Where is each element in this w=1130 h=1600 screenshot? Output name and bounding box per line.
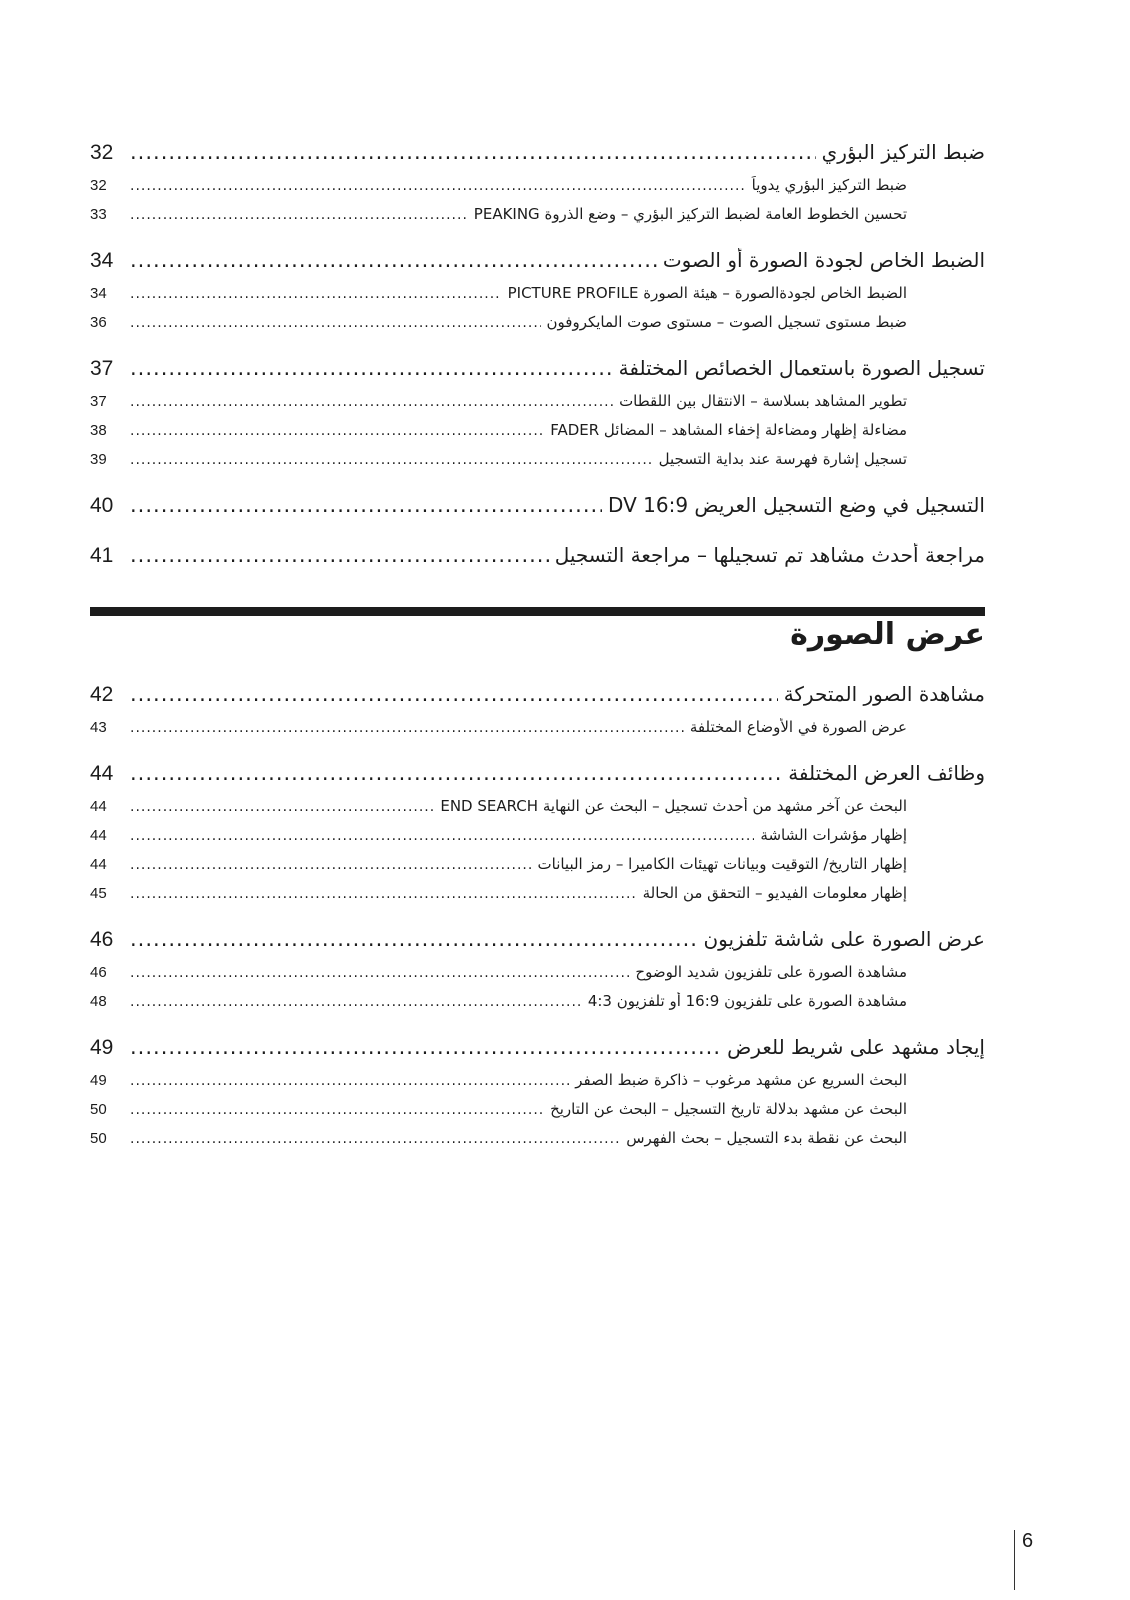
toc-entry-title: تسجيل الصورة باستعمال الخصائص المختلفة — [618, 356, 985, 380]
toc-entry-title: مشاهدة الصورة على تلفزيون شديد الوضوح — [635, 963, 907, 981]
toc-subentry — [90, 392, 985, 421]
toc-page-number: 32 — [90, 177, 107, 194]
toc-entry-title: إظهار مؤشرات الشاشة — [760, 826, 907, 844]
toc-entry-title: عرض الصورة على شاشة تلفزيون — [703, 927, 985, 951]
toc-entry-title: تحسين الخطوط العامة لضبط التركيز البؤري – وضع الذروة PEAKING — [473, 205, 907, 223]
toc-page-number: 44 — [90, 762, 114, 785]
toc-entry-title: مراجعة أحدث مشاهد تم تسجيلها – مراجعة التسجيل — [554, 543, 985, 567]
toc-entry-title: ضبط التركيز البؤري يدوياً — [751, 176, 907, 194]
toc-entry-title: البحث السريع عن مشهد مرغوب – ذاكرة ضبط الصفر — [575, 1071, 907, 1089]
toc-chapter-entry — [90, 140, 985, 176]
toc-chapter-entry — [90, 493, 985, 529]
dot-leader — [130, 1131, 620, 1147]
toc-subentry — [90, 826, 985, 855]
dot-leader — [130, 965, 629, 981]
toc-entry-title: مضاءلة إظهار ومضاءلة إخفاء المشاهد – المضائل FADER — [550, 421, 907, 439]
toc-entry-title: عرض الصورة في الأوضاع المختلفة — [689, 718, 907, 736]
dot-leader — [130, 178, 746, 194]
dot-leader — [130, 682, 778, 706]
toc-page-number: 44 — [90, 827, 107, 844]
dot-leader — [130, 828, 754, 844]
toc-entry-title: البحث عن نقطة بدء التسجيل – بحث الفهرس — [626, 1129, 907, 1147]
dot-leader — [130, 1073, 569, 1089]
toc-subentry — [90, 284, 985, 313]
dot-leader — [130, 994, 582, 1010]
toc-entry-title: ضبط مستوى تسجيل الصوت – مستوى صوت المايكروفون — [546, 313, 907, 331]
toc-subentry — [90, 450, 985, 479]
dot-leader — [130, 356, 613, 380]
toc-chapter-entry — [90, 927, 985, 963]
toc-entry-title: وظائف العرض المختلفة — [788, 761, 985, 785]
dot-leader — [130, 720, 684, 736]
toc-page-number: 34 — [90, 249, 114, 272]
dot-leader — [130, 394, 613, 410]
toc-entry-title: تطوير المشاهد بسلاسة – الانتقال بين اللقطات — [619, 392, 907, 410]
toc-page-number: 44 — [90, 798, 107, 815]
dot-leader — [130, 543, 549, 567]
toc-subentry — [90, 205, 985, 234]
toc-chapter-entry — [90, 761, 985, 797]
toc-page-number: 41 — [90, 544, 114, 567]
toc-entry-title: مشاهدة الصورة على تلفزيون 16:9 أو تلفزيون 4:3 — [587, 992, 907, 1010]
toc-page-number: 48 — [90, 993, 107, 1010]
toc-entry-title: مشاهدة الصور المتحركة — [783, 682, 985, 706]
toc-page-number: 44 — [90, 856, 107, 873]
toc-subentry — [90, 1100, 985, 1129]
dot-leader — [130, 799, 434, 815]
dot-leader — [130, 761, 782, 785]
dot-leader — [130, 493, 602, 517]
toc-entry-title: إيجاد مشهد على شريط للعرض — [727, 1035, 985, 1059]
toc-page-number: 49 — [90, 1072, 107, 1089]
toc-page-number: 39 — [90, 451, 107, 468]
dot-leader — [130, 423, 544, 439]
toc-list-top — [90, 140, 985, 579]
toc-subentry — [90, 421, 985, 450]
toc-chapter-entry — [90, 356, 985, 392]
toc-subentry — [90, 1071, 985, 1100]
toc-entry-title: إظهار معلومات الفيديو – التحقق من الحالة — [642, 884, 907, 902]
dot-leader — [130, 248, 657, 272]
toc-page-number: 36 — [90, 314, 107, 331]
toc-page-number: 34 — [90, 285, 107, 302]
toc-subentry — [90, 855, 985, 884]
toc-page-number: 46 — [90, 964, 107, 981]
toc-entry-title: الضبط الخاص لجودة الصورة أو الصوت — [662, 248, 985, 272]
toc-page-number: 37 — [90, 357, 114, 380]
toc-chapter-entry — [90, 682, 985, 718]
dot-leader — [130, 1102, 544, 1118]
toc-subentry — [90, 797, 985, 826]
page-number: 6 — [1022, 1530, 1034, 1552]
toc-page-number: 46 — [90, 928, 114, 951]
page-number-divider — [1014, 1530, 1015, 1590]
toc-page-number: 43 — [90, 719, 107, 736]
toc-page-number: 38 — [90, 422, 107, 439]
toc-entry-title: التسجيل في وضع التسجيل العريض 16:9 DV — [608, 493, 985, 517]
dot-leader — [130, 315, 541, 331]
dot-leader — [130, 286, 502, 302]
dot-leader — [130, 927, 697, 951]
toc-subentry — [90, 992, 985, 1021]
toc-entry-title: الضبط الخاص لجودةالصورة – هيئة الصورة PICTURE PROFILE — [507, 284, 907, 302]
toc-subentry — [90, 884, 985, 913]
toc-subentry — [90, 718, 985, 747]
toc-subentry — [90, 1129, 985, 1158]
toc-chapter-entry — [90, 543, 985, 579]
toc-entry-title: ضبط التركيز البؤري — [821, 140, 985, 164]
section-divider — [90, 607, 985, 616]
toc-list-bottom — [90, 682, 985, 1158]
toc-page-number: 32 — [90, 141, 114, 164]
toc-subentry — [90, 176, 985, 205]
toc-chapter-entry — [90, 1035, 985, 1071]
toc-subentry — [90, 313, 985, 342]
toc-chapter-entry — [90, 248, 985, 284]
toc-entry-title: إظهار التاريخ/ التوقيت وبيانات تهيئات الكاميرا – رمز البيانات — [537, 855, 907, 873]
dot-leader — [130, 886, 637, 902]
toc-subentry — [90, 963, 985, 992]
dot-leader — [130, 207, 468, 223]
dot-leader — [130, 1035, 721, 1059]
section-heading: عرض الصورة — [790, 617, 985, 652]
toc-page-number: 42 — [90, 683, 114, 706]
toc-page-number: 50 — [90, 1101, 107, 1118]
toc-entry-title: تسجيل إشارة فهرسة عند بداية التسجيل — [658, 450, 907, 468]
dot-leader — [130, 857, 532, 873]
toc-page-number: 40 — [90, 494, 114, 517]
toc-entry-title: البحث عن آخر مشهد من أحدث تسجيل – البحث عن النهاية END SEARCH — [440, 797, 907, 815]
toc-page-number: 50 — [90, 1130, 107, 1147]
dot-leader — [130, 140, 816, 164]
dot-leader — [130, 452, 653, 468]
toc-page-number: 45 — [90, 885, 107, 902]
toc-page-number: 37 — [90, 393, 107, 410]
toc-page-number: 33 — [90, 206, 107, 223]
toc-page-number: 49 — [90, 1036, 114, 1059]
toc-entry-title: البحث عن مشهد بدلالة تاريخ التسجيل – البحث عن التاريخ — [550, 1100, 907, 1118]
